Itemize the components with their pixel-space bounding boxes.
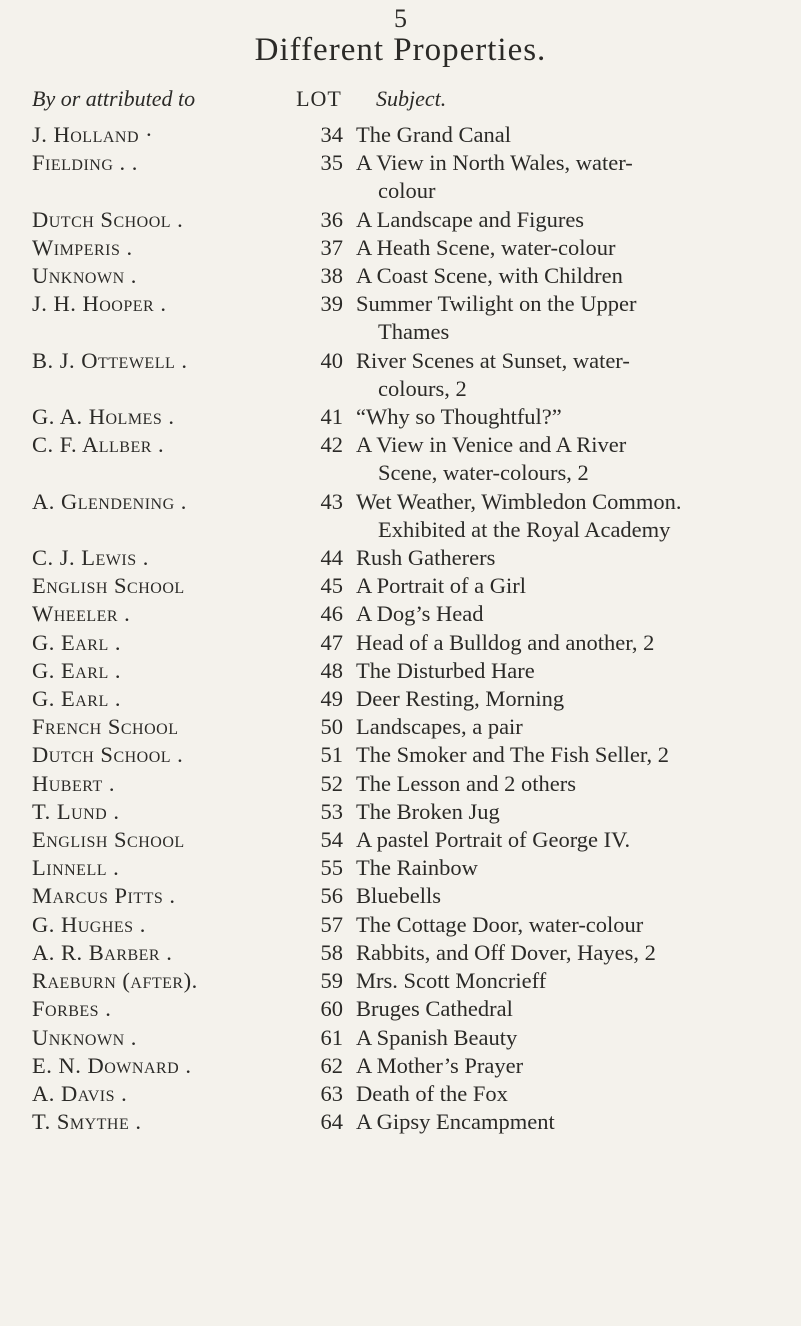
artist-name: Hubert .: [32, 770, 115, 796]
subject-line: A View in North Wales, water-: [356, 150, 633, 176]
subject-line: Wet Weather, Wimbledon Common.: [356, 488, 682, 514]
lot-number: 37: [320, 234, 343, 260]
lot-number: 48: [320, 657, 343, 683]
subject-line: Bluebells: [356, 883, 441, 909]
lot-number: 63: [320, 1080, 343, 1106]
lot-number: 58: [320, 939, 343, 965]
lot-row: [0, 347, 801, 403]
lot-row: [0, 149, 801, 205]
lot-number: 44: [320, 545, 343, 571]
lot-number: 54: [320, 827, 343, 853]
subject-column-header: Subject.: [376, 86, 447, 111]
subject-line: Summer Twilight on the Upper: [356, 291, 637, 317]
lot-number: 39: [320, 291, 343, 317]
subject-line: Bruges Cathedral: [356, 996, 513, 1022]
artist-name: English School: [32, 827, 185, 853]
subject: [356, 798, 796, 826]
lot-row: [0, 995, 801, 1023]
subject-line: The Disturbed Hare: [356, 657, 535, 683]
lot-row: [0, 403, 801, 431]
subject: [356, 403, 796, 431]
subject-line: The Rainbow: [356, 855, 478, 881]
subject-continuation-line: colour: [378, 178, 436, 204]
subject: [356, 770, 796, 798]
lot-number: 49: [320, 686, 343, 712]
artist-name: Forbes .: [32, 996, 112, 1022]
lot-row: [0, 741, 801, 769]
lot-row: [0, 770, 801, 798]
lot-row: [0, 121, 801, 149]
subject-line: A Gipsy Encampment: [356, 1109, 555, 1135]
lot-number: 34: [320, 122, 343, 147]
subject: [356, 262, 796, 290]
subject-line: A Spanish Beauty: [356, 1024, 518, 1050]
lot-row: [0, 854, 801, 882]
lot-row: [0, 488, 801, 544]
subject-line: The Broken Jug: [356, 798, 500, 824]
lot-number: 40: [320, 347, 343, 373]
subject: [356, 544, 796, 572]
artist-name: G. Hughes .: [32, 911, 146, 937]
subject: [356, 431, 796, 487]
subject-line: The Smoker and The Fish Seller, 2: [356, 742, 670, 768]
artist-name: J. Holland ·: [32, 122, 154, 147]
artist-name: Fielding . .: [32, 150, 138, 176]
subject: [356, 854, 796, 882]
lot-number: 59: [320, 968, 343, 994]
lot-number: 42: [320, 432, 343, 458]
subject-continuation-line: colours, 2: [378, 375, 467, 401]
subject: [356, 967, 796, 995]
lot-row: [0, 826, 801, 854]
artist-name: Linnell .: [32, 855, 120, 881]
subject-continuation-line: Thames: [378, 319, 450, 345]
subject: [356, 290, 796, 346]
subject-line: Rush Gatherers: [356, 545, 496, 571]
lot-row: [0, 1080, 801, 1108]
subject-line: Head of a Bulldog and another, 2: [356, 629, 655, 655]
subject-line: A View in Venice and A River: [356, 432, 627, 458]
subject: [356, 572, 796, 600]
subject: [356, 1024, 796, 1052]
page-number: 5: [394, 4, 407, 33]
subject: [356, 206, 796, 234]
lot-number: 41: [320, 404, 343, 430]
lot-number: 45: [320, 573, 343, 599]
subject: [356, 939, 796, 967]
subject: [356, 741, 796, 769]
artist-name: C. J. Lewis .: [32, 545, 149, 571]
subject-line: The Grand Canal: [356, 122, 511, 147]
lot-number: 62: [320, 1052, 343, 1078]
lot-number: 51: [320, 742, 343, 768]
subject-line: Rabbits, and Off Dover, Hayes, 2: [356, 939, 656, 965]
lot-row: [0, 685, 801, 713]
lot-row: [0, 629, 801, 657]
artist-column-header: By or attributed to: [32, 86, 196, 111]
subject: [356, 629, 796, 657]
lot-number: 60: [320, 996, 343, 1022]
column-headers: [0, 86, 801, 116]
lot-column-header: LOT: [296, 86, 342, 111]
lot-number: 35: [320, 150, 343, 176]
subject-line: The Cottage Door, water-colour: [356, 911, 644, 937]
lot-row: [0, 572, 801, 600]
artist-name: Marcus Pitts .: [32, 883, 176, 909]
artist-name: Wheeler .: [32, 601, 131, 627]
lot-row: [0, 882, 801, 910]
subject: [356, 685, 796, 713]
subject: [356, 347, 796, 403]
subject-line: The Lesson and 2 others: [356, 770, 576, 796]
lot-row: [0, 544, 801, 572]
subject: [356, 911, 796, 939]
lot-row: [0, 939, 801, 967]
artist-name: A. R. Barber .: [32, 939, 173, 965]
lot-row: [0, 600, 801, 628]
lot-number: 36: [320, 206, 343, 232]
lot-row: [0, 1024, 801, 1052]
lot-row: [0, 431, 801, 487]
subject-line: Mrs. Scott Moncrieff: [356, 968, 547, 994]
artist-name: G. Earl .: [32, 629, 121, 655]
lot-row: [0, 657, 801, 685]
lot-row: [0, 967, 801, 995]
lot-number: 55: [320, 855, 343, 881]
subject-line: A Landscape and Figures: [356, 206, 585, 232]
artist-name: G. Earl .: [32, 657, 121, 683]
subject-continuation-line: Scene, water-colours, 2: [378, 460, 589, 486]
lot-number: 56: [320, 883, 343, 909]
lot-row: [0, 1052, 801, 1080]
subject: [356, 713, 796, 741]
lot-row: [0, 234, 801, 262]
artist-name: Dutch School .: [32, 206, 184, 232]
subject: [356, 1052, 796, 1080]
subject-line: Deer Resting, Morning: [356, 686, 565, 712]
artist-name: G. Earl .: [32, 686, 121, 712]
subject-line: River Scenes at Sunset, water-: [356, 347, 630, 373]
lot-list: [0, 121, 801, 1136]
lot-row: [0, 713, 801, 741]
subject: [356, 1080, 796, 1108]
artist-name: Unknown .: [32, 263, 137, 289]
subject-line: Death of the Fox: [356, 1080, 508, 1106]
artist-name: E. N. Downard .: [32, 1052, 192, 1078]
lot-number: 61: [320, 1024, 343, 1050]
artist-name: G. A. Holmes .: [32, 404, 175, 430]
subject-line: A pastel Portrait of George IV.: [356, 827, 631, 853]
subject: [356, 149, 796, 205]
page-title: Different Properties.: [254, 32, 547, 68]
lot-number: 38: [320, 263, 343, 289]
lot-number: 52: [320, 770, 343, 796]
lot-number: 64: [320, 1109, 343, 1135]
artist-name: B. J. Ottewell .: [32, 347, 188, 373]
subject-line: A Dog’s Head: [356, 601, 484, 627]
lot-number: 47: [320, 629, 343, 655]
artist-name: T. Smythe .: [32, 1109, 142, 1135]
artist-name: A. Davis .: [32, 1080, 128, 1106]
subject: [356, 657, 796, 685]
lot-row: [0, 206, 801, 234]
subject: [356, 121, 796, 149]
lot-row: [0, 911, 801, 939]
artist-name: Unknown .: [32, 1024, 137, 1050]
lot-row: [0, 262, 801, 290]
lot-number: 53: [320, 798, 343, 824]
artist-name: English School: [32, 573, 185, 599]
lot-number: 50: [320, 714, 343, 740]
subject-continuation-line: Exhibited at the Royal Academy: [378, 516, 671, 542]
subject: [356, 1108, 796, 1136]
lot-row: [0, 798, 801, 826]
artist-name: A. Glendening .: [32, 488, 187, 514]
subject-line: A Portrait of a Girl: [356, 573, 526, 599]
artist-name: French School: [32, 714, 179, 740]
lot-number: 43: [320, 488, 343, 514]
subject: [356, 826, 796, 854]
artist-name: T. Lund .: [32, 798, 120, 824]
subject: [356, 882, 796, 910]
subject-line: A Coast Scene, with Children: [356, 263, 623, 289]
lot-number: 46: [320, 601, 343, 627]
subject: [356, 488, 796, 544]
lot-number: 57: [320, 911, 343, 937]
artist-name: J. H. Hooper .: [32, 291, 167, 317]
subject-line: “Why so Thoughtful?”: [356, 404, 562, 430]
artist-name: Raeburn (after).: [32, 968, 198, 994]
lot-row: [0, 1108, 801, 1136]
subject-line: Landscapes, a pair: [356, 714, 523, 740]
subject-line: A Mother’s Prayer: [356, 1052, 524, 1078]
subject: [356, 995, 796, 1023]
artist-name: C. F. Allber .: [32, 432, 165, 458]
subject: [356, 600, 796, 628]
subject-line: A Heath Scene, water-colour: [356, 234, 616, 260]
lot-row: [0, 290, 801, 346]
artist-name: Dutch School .: [32, 742, 184, 768]
subject: [356, 234, 796, 262]
artist-name: Wimperis .: [32, 234, 133, 260]
